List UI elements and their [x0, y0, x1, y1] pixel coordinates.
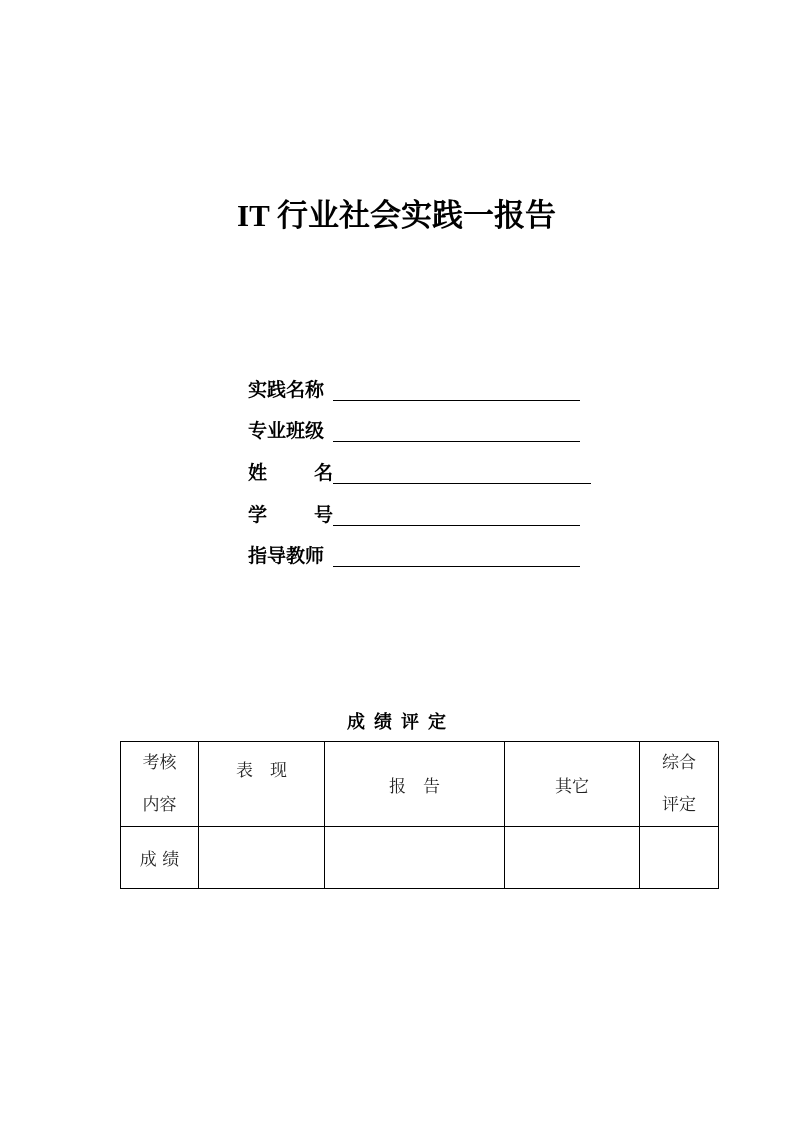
practice-name-input-line[interactable] — [333, 399, 580, 401]
header-text: 内容 — [142, 795, 177, 815]
advisor-input-line[interactable] — [333, 565, 580, 567]
label-text: 号 — [313, 504, 333, 526]
header-overall — [640, 742, 719, 827]
grade-other-cell[interactable] — [505, 827, 640, 889]
header-assessment-content — [121, 742, 199, 827]
header-performance: 表 现 — [199, 742, 325, 827]
header-text: 评定 — [662, 795, 696, 815]
label-text: 专业班级 — [248, 420, 325, 442]
grade-section-title: 成绩评定 — [347, 712, 455, 733]
field-label — [248, 375, 333, 402]
field-major-class — [248, 413, 580, 443]
header-report: 报 告 — [325, 742, 505, 827]
label-text: 指导教师 — [248, 545, 325, 567]
label-text: 学 — [248, 504, 268, 526]
field-advisor — [248, 538, 580, 568]
label-text: 名 — [313, 462, 333, 484]
document-title: IT 行业社会实践一报告 — [237, 198, 556, 233]
row-label-grade: 成 绩 — [121, 827, 199, 889]
field-name — [248, 455, 591, 485]
table-row — [121, 827, 719, 889]
table-header-row — [121, 742, 719, 827]
grade-overall-cell[interactable] — [640, 827, 719, 889]
student-id-input-line[interactable] — [333, 524, 580, 526]
header-text: 综合 — [662, 753, 696, 773]
grade-table — [120, 741, 719, 889]
grade-report-cell[interactable] — [325, 827, 505, 889]
field-label — [248, 458, 333, 485]
header-text: 考核 — [142, 753, 177, 773]
label-text: 实践名称 — [248, 379, 325, 401]
label-text: 姓 — [248, 462, 268, 484]
field-label — [248, 541, 333, 568]
field-practice-name — [248, 372, 580, 402]
field-label — [248, 416, 333, 443]
header-other: 其它 — [505, 742, 640, 827]
major-class-input-line[interactable] — [333, 440, 580, 442]
field-student-id — [248, 497, 580, 527]
field-label — [248, 500, 333, 527]
grade-performance-cell[interactable] — [199, 827, 325, 889]
name-input-line[interactable] — [333, 482, 591, 484]
